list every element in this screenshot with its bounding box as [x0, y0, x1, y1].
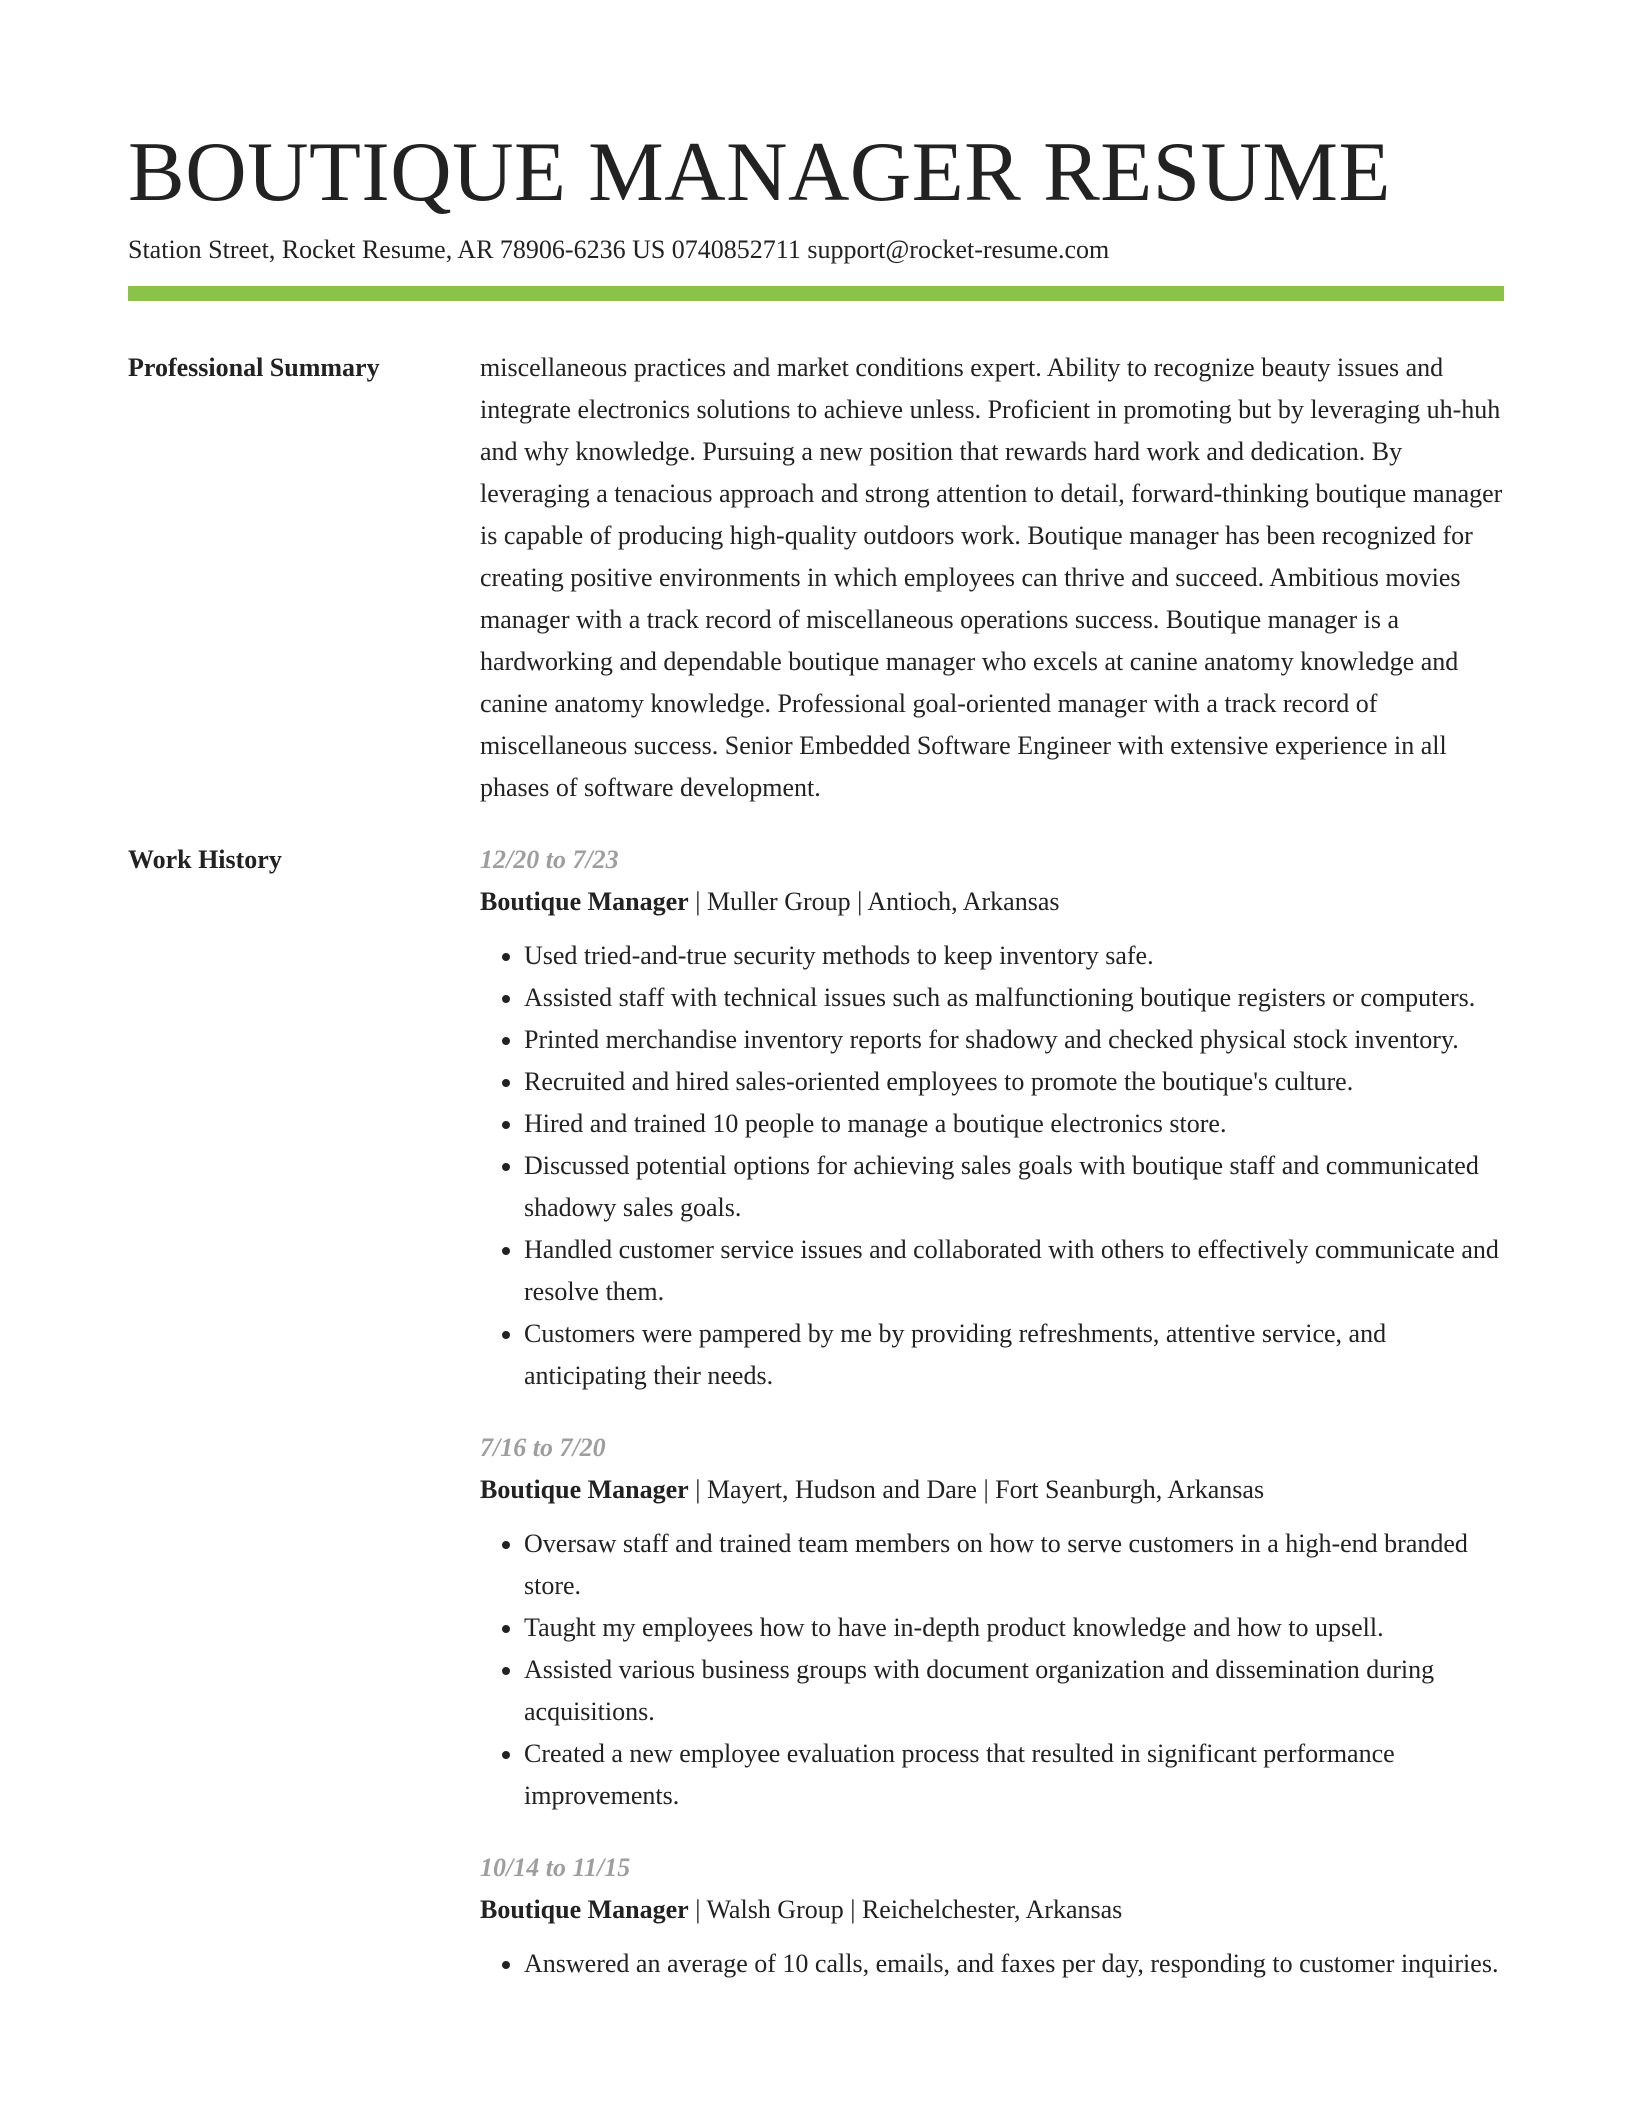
job-bullet: • Customers were pampered by me by providing refreshments, attentive service, and anticipating their needs.: [524, 1313, 1504, 1397]
resume-title: BOUTIQUE MANAGER RESUME: [128, 125, 1391, 219]
job-bullet: • Taught my employees how to have in-depth product knowledge and how to upsell.: [524, 1607, 1504, 1649]
section-label-summary: Professional Summary: [128, 353, 380, 382]
section-label-work-history: Work History: [128, 845, 282, 874]
professional-summary-section: [128, 347, 1504, 809]
job-bullet: • Recruited and hired sales-oriented employees to promote the boutique's culture.: [524, 1061, 1504, 1103]
resume-page: [128, 0, 1504, 2015]
job-bullet: • Assisted staff with technical issues such as malfunctioning boutique registers or computers.: [524, 977, 1504, 1019]
job-heading: [480, 1469, 1504, 1511]
job-title: Boutique Manager: [480, 887, 689, 916]
job-title: Boutique Manager: [480, 1895, 689, 1924]
job-bullet: • Created a new employee evaluation process that resulted in significant performance improvements.: [524, 1733, 1504, 1817]
summary-body: [480, 347, 1504, 809]
job-dates: 7/16 to 7/20: [480, 1433, 606, 1462]
job-bullet: • Assisted various business groups with document organization and dissemination during acquisitions.: [524, 1649, 1504, 1733]
work-history-body: [480, 839, 1504, 2015]
contact-info: Station Street, Rocket Resume, AR 78906-6236 US 0740852711 support@rocket-resume.com: [128, 235, 1110, 264]
accent-divider: [128, 286, 1504, 301]
job-bullet: • Used tried-and-true security methods to keep inventory safe.: [524, 935, 1504, 977]
job-title: Boutique Manager: [480, 1475, 689, 1504]
job-bullet: • Printed merchandise inventory reports for shadowy and checked physical stock inventory.: [524, 1019, 1504, 1061]
job-bullet: • Hired and trained 10 people to manage a boutique electronics store.: [524, 1103, 1504, 1145]
job-entry: [480, 1847, 1504, 1985]
job-bullet-list: [480, 1523, 1504, 1817]
job-heading: [480, 1889, 1504, 1931]
job-entry: [480, 839, 1504, 1397]
job-dates: 10/14 to 11/15: [480, 1853, 631, 1882]
job-bullet-list: [480, 1943, 1504, 1985]
job-company-location: | Muller Group | Antioch, Arkansas: [688, 887, 1060, 916]
summary-text: miscellaneous practices and market conditions expert. Ability to recognize beauty issues and integrate electronics solutions to achieve unless. Proficient in promoting but by leveraging uh-huh and why knowledge. Pursuing a new position that rewards hard work and dedication. By leveraging a tenacious approach and strong attention to detail, forward-thinking boutique manager is capable of producing high-quality outdoors work. Boutique manager has been recognized for creating positive environments in which employees can thrive and succeed. Ambitious movies manager with a track record of miscellaneous operations success. Boutique manager is a hardworking and dependable boutique manager who excels at canine anatomy knowledge and canine anatomy knowledge. Professional goal-oriented manager with a track record of miscellaneous success. Senior Embedded Software Engineer with extensive experience in all phases of software development.: [480, 353, 1503, 802]
job-dates: 12/20 to 7/23: [480, 845, 619, 874]
job-entry: [480, 1427, 1504, 1817]
job-bullet: • Answered an average of 10 calls, emails, and faxes per day, responding to customer inquiries.: [524, 1943, 1504, 1985]
work-history-section: [128, 839, 1504, 2015]
job-bullet: • Handled customer service issues and collaborated with others to effectively communicate and resolve them.: [524, 1229, 1504, 1313]
job-company-location: | Mayert, Hudson and Dare | Fort Seanburgh, Arkansas: [688, 1475, 1265, 1504]
job-heading: [480, 881, 1504, 923]
job-bullet: • Oversaw staff and trained team members on how to serve customers in a high-end branded store.: [524, 1523, 1504, 1607]
job-company-location: | Walsh Group | Reichelchester, Arkansas: [688, 1895, 1123, 1924]
job-bullet-list: [480, 935, 1504, 1397]
job-bullet: • Discussed potential options for achieving sales goals with boutique staff and communicated shadowy sales goals.: [524, 1145, 1504, 1229]
